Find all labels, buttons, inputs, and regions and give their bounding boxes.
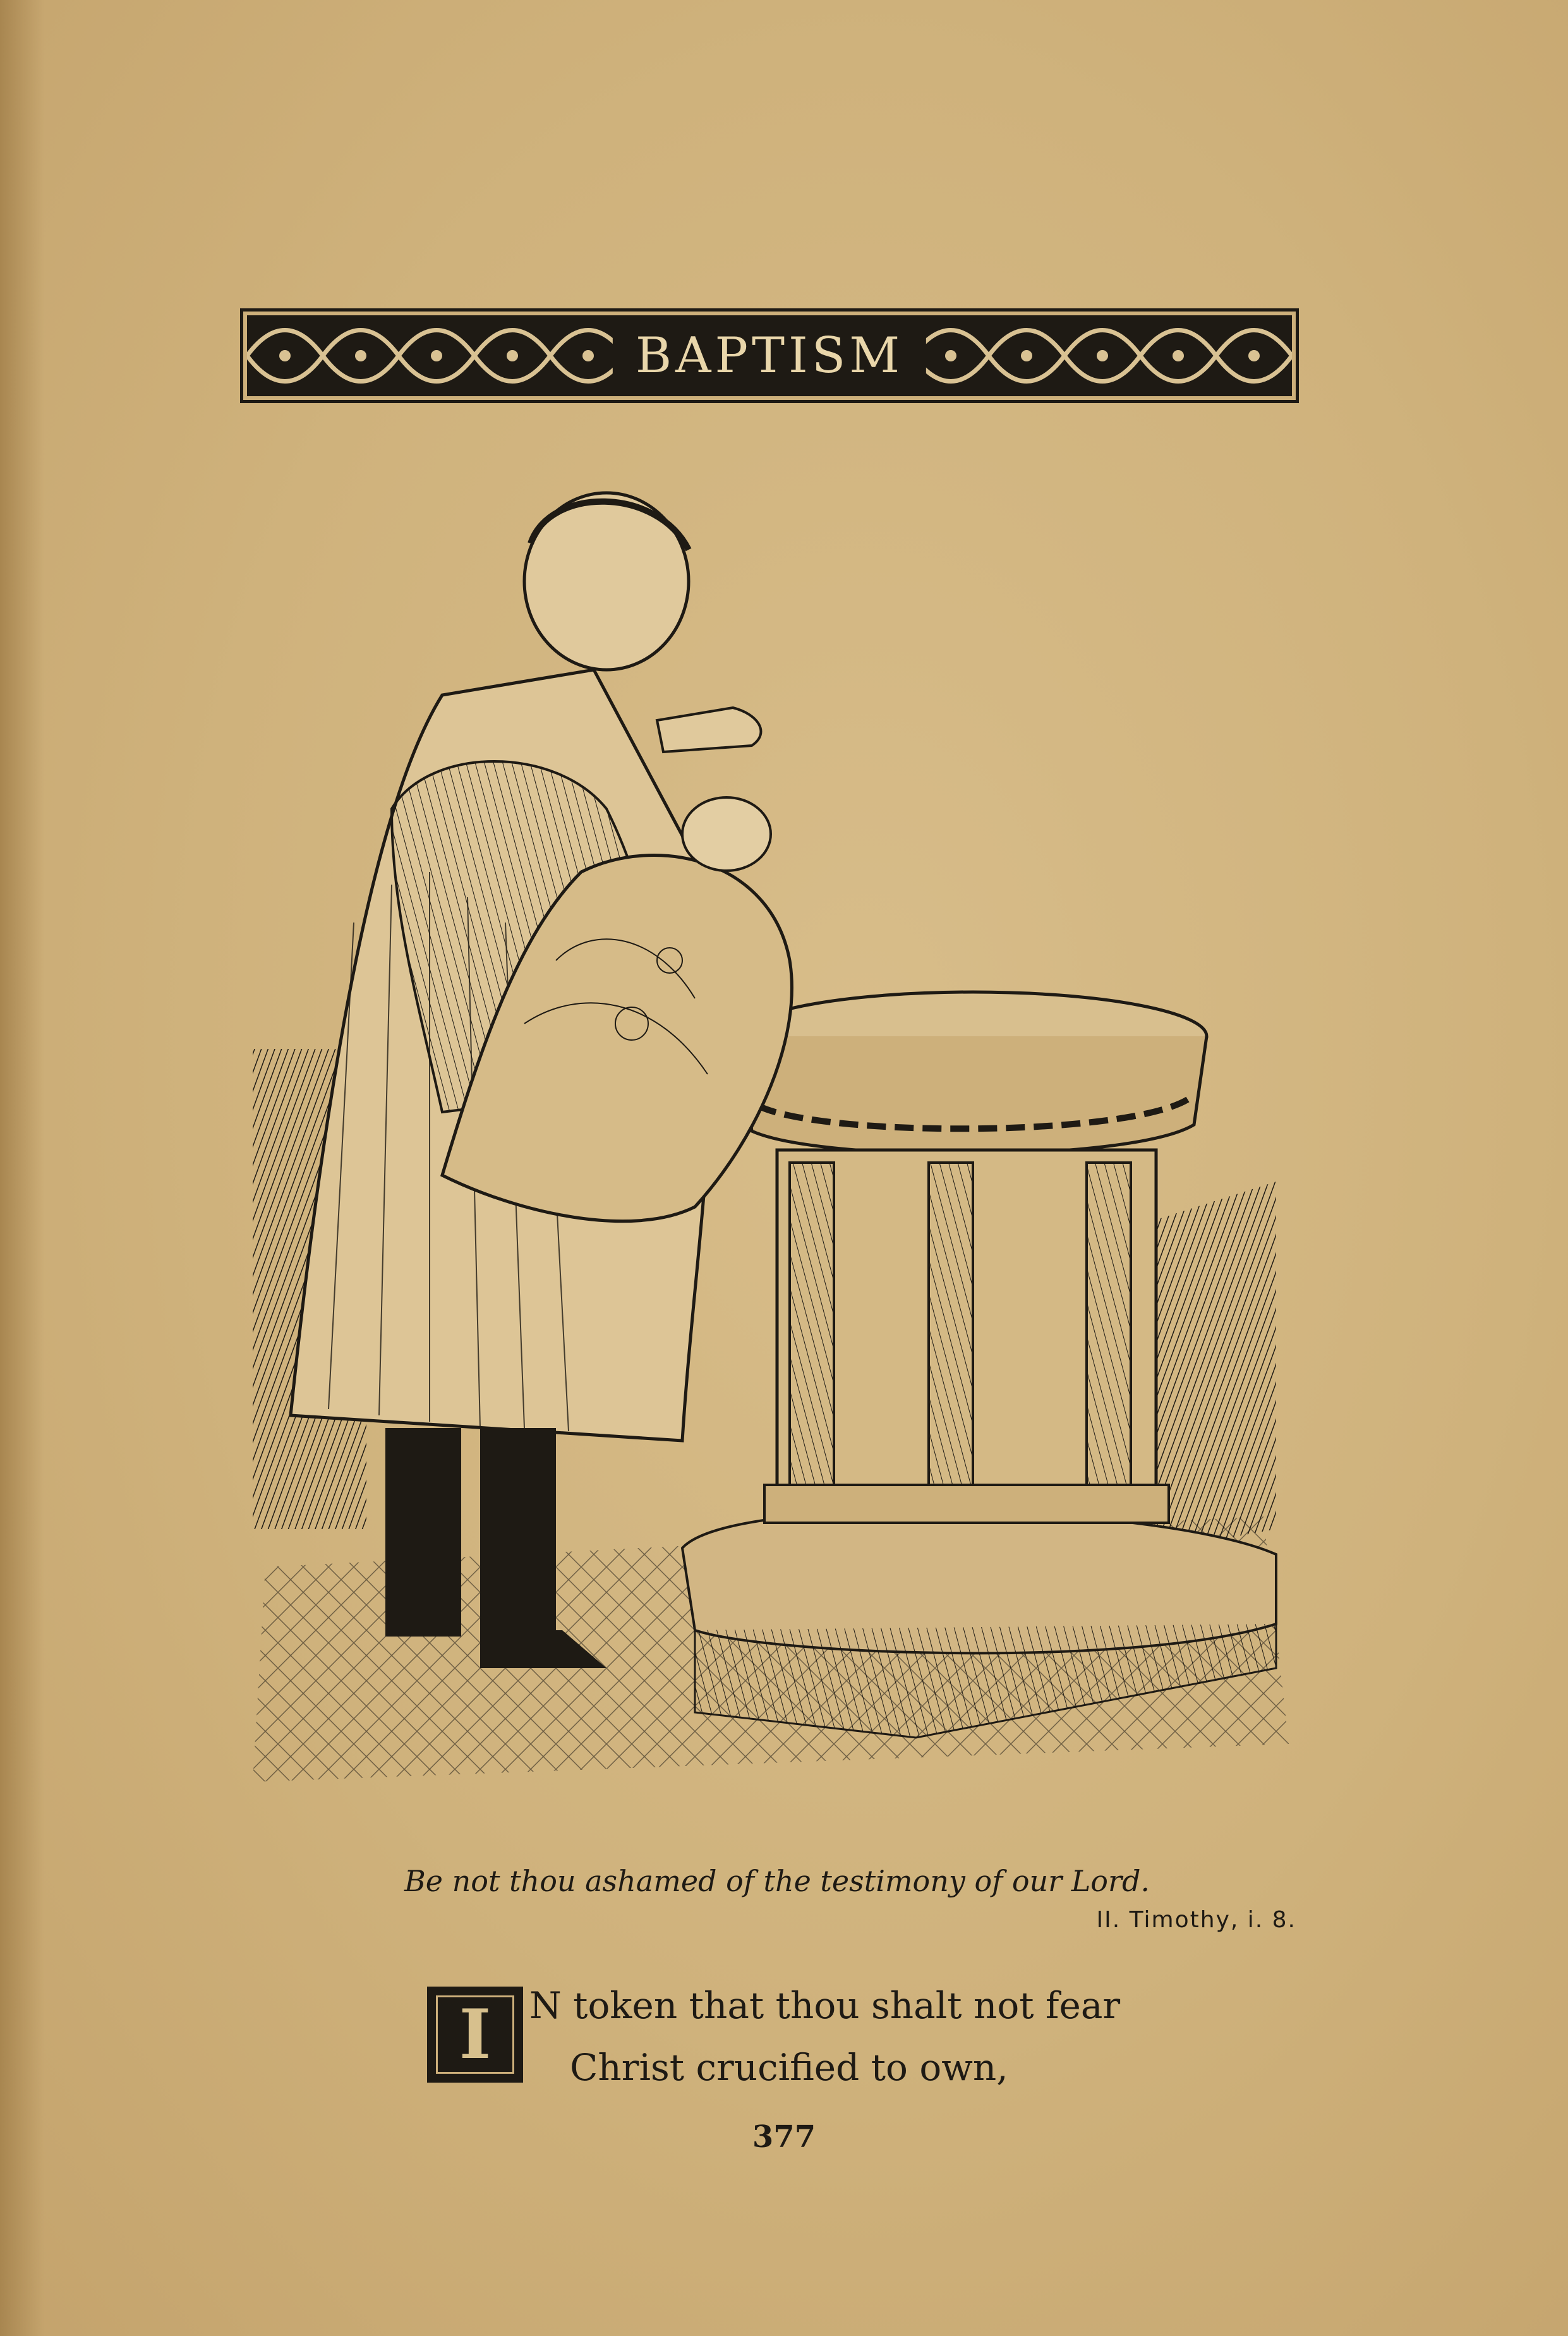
page-binding-shadow [0,0,44,2336]
chapter-title: BAPTISM [613,318,926,394]
ornamental-drop-cap [427,1987,523,2083]
baptismal-font [739,992,1207,1523]
priest-leg-left [385,1428,461,1637]
ornamental-band [247,315,1292,396]
page-number: 377 [752,2119,816,2155]
scripture-reference: II. Timothy, i. 8. [1096,1907,1296,1933]
baptism-engraving [253,480,1289,1794]
chapter-header-banner [240,308,1299,403]
poem-line-2: Christ crucified to own, [570,2046,1008,2089]
poem-line-1: N token that thou shalt not fear [529,1984,1121,2027]
infant-head [682,797,771,871]
priest-leg-right [480,1428,556,1637]
drop-cap-letter: I [459,1995,492,2074]
scripture-quote: Be not thou ashamed of the testimony of our Lord. [404,1864,1150,1898]
priest-blessing-hand [657,708,761,752]
